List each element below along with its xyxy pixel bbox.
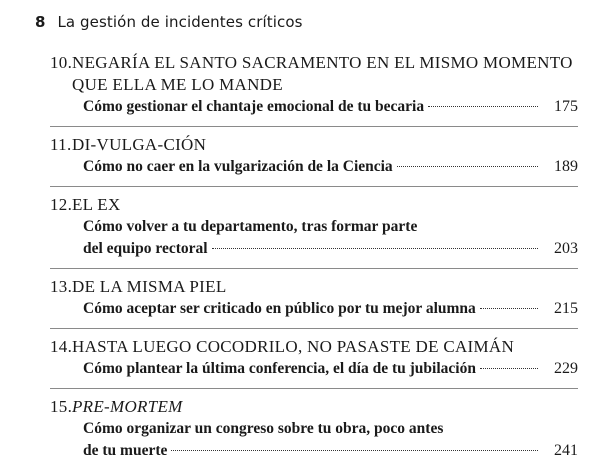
subtitle-last-line: [83, 358, 578, 380]
chapter-subtitle: [83, 418, 578, 462]
chapter-number: 14.: [50, 337, 73, 356]
dot-leader: [212, 248, 538, 249]
toc-entry: [50, 276, 578, 320]
toc-page-number: 229: [554, 360, 578, 377]
chapter-title: DE LA MISMA PIEL: [72, 277, 227, 296]
subtitle-line: Cómo aceptar ser criticado en público por tu mejor alumna: [83, 300, 476, 317]
chapter-title: DI-VULGA-CIÓN: [72, 135, 207, 154]
entry-divider: [50, 126, 578, 127]
chapter-number: 15.: [50, 397, 73, 416]
toc-entry: [50, 52, 578, 118]
dot-leader: [428, 106, 538, 107]
toc-entry: [50, 336, 578, 380]
entry-divider: [50, 268, 578, 269]
chapter-subtitle: [83, 358, 578, 380]
chapter-title: QUE ELLA ME LO MANDE: [72, 75, 283, 94]
page-number: 8: [35, 13, 46, 31]
chapter-subtitle: [83, 96, 578, 118]
table-of-contents: [50, 52, 578, 462]
entry-divider: [50, 186, 578, 187]
chapter-number: 12.: [50, 195, 73, 214]
chapter-title-line: [50, 276, 578, 298]
chapter-number: [50, 74, 72, 96]
toc-entry: [50, 396, 578, 462]
subtitle-line: Cómo no caer en la vulgarización de la Ciencia: [83, 158, 393, 175]
chapter-title: NEGARÍA EL SANTO SACRAMENTO EN EL MISMO MOMENTO: [72, 53, 573, 72]
toc-entry: [50, 134, 578, 178]
chapter-title-line: [50, 134, 578, 156]
subtitle-last-line: [83, 156, 578, 178]
subtitle-line: Cómo gestionar el chantaje emocional de tu becaria: [83, 98, 425, 115]
subtitle-last-line: [83, 298, 578, 320]
chapter-subtitle: [83, 156, 578, 178]
subtitle-last-line: [83, 96, 578, 118]
toc-page-number: 175: [554, 98, 578, 115]
toc-page-number: 203: [554, 240, 578, 257]
chapter-subtitle: [83, 216, 578, 260]
subtitle-last-line: [83, 440, 578, 462]
running-head: [35, 13, 303, 35]
chapter-subtitle: [83, 298, 578, 320]
chapter-number: 13.: [50, 277, 73, 296]
running-title: La gestión de incidentes críticos: [57, 13, 303, 31]
chapter-title-line: [50, 336, 578, 358]
chapter-title-line: [50, 194, 578, 216]
toc-page-number: 189: [554, 158, 578, 175]
toc-entry: [50, 194, 578, 260]
subtitle-line: Cómo plantear la última conferencia, el día de tu jubilación: [83, 360, 476, 377]
chapter-title: EL EX: [72, 195, 121, 214]
subtitle-line: de tu muerte: [83, 442, 168, 459]
chapter-number: 11.: [50, 135, 72, 154]
dot-leader: [480, 308, 538, 309]
chapter-number: 10.: [50, 53, 73, 72]
dot-leader: [171, 450, 538, 451]
chapter-title: HASTA LUEGO COCODRILO, NO PASASTE DE CAIMÁN: [72, 337, 515, 356]
toc-page-number: 241: [554, 442, 578, 459]
toc-page-number: 215: [554, 300, 578, 317]
chapter-title-line: [50, 74, 578, 96]
chapter-title-line: [50, 52, 578, 74]
subtitle-last-line: [83, 238, 578, 260]
subtitle-line: del equipo rectoral: [83, 240, 208, 257]
entry-divider: [50, 388, 578, 389]
dot-leader: [480, 368, 538, 369]
dot-leader: [397, 166, 538, 167]
chapter-title: PRE-MORTEM: [72, 397, 183, 416]
entry-divider: [50, 328, 578, 329]
chapter-title-line: [50, 396, 578, 418]
subtitle-line: Cómo organizar un congreso sobre tu obra, poco antes: [83, 420, 444, 437]
subtitle-line: Cómo volver a tu departamento, tras formar parte: [83, 218, 418, 235]
